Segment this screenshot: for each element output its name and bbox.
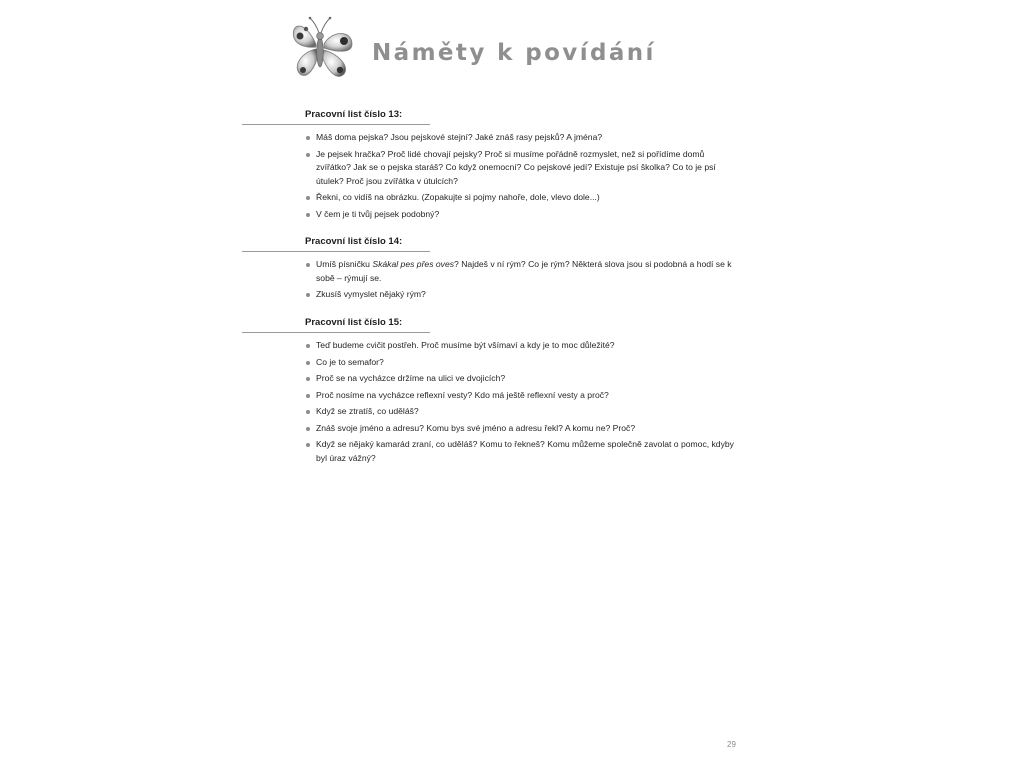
list-item	[316, 191, 736, 205]
list-item	[316, 422, 736, 436]
bullet-icon	[306, 361, 310, 365]
worksheet-section-13	[242, 108, 742, 224]
list-item-text: Proč se na vycházce držíme na ulici ve dvojicích?	[316, 373, 506, 383]
list-item-text-start: Umíš písničku	[316, 259, 373, 269]
list-item	[316, 372, 736, 386]
list-item	[316, 356, 736, 370]
list-item	[316, 208, 736, 222]
list-item	[316, 438, 736, 465]
worksheet-section-15	[242, 316, 742, 468]
butterfly-icon	[286, 14, 358, 86]
bullet-icon	[306, 443, 310, 447]
list-item	[316, 148, 736, 189]
list-item-text: Co je to semafor?	[316, 356, 384, 367]
bullet-icon	[306, 263, 310, 267]
bullet-icon	[306, 213, 310, 217]
section-divider	[242, 332, 430, 333]
list-item-text: Řekni, co vidíš na obrázku. (Zopakujte si pojmy nahoře, dole, vlevo dole...)	[316, 192, 600, 202]
question-list	[242, 258, 742, 302]
list-item	[316, 258, 736, 285]
section-divider	[242, 124, 430, 125]
list-item-text: Znáš svoje jméno a adresu? Komu bys své jméno a adresu řekl? A komu ne? Proč?	[316, 422, 636, 433]
bullet-icon	[306, 427, 310, 431]
bullet-icon	[306, 394, 310, 398]
list-item-text: Teď budeme cvičit postřeh. Proč musíme být všímaví a kdy je to moc důležité?	[316, 340, 615, 350]
bullet-icon	[306, 377, 310, 381]
list-item	[316, 405, 736, 419]
list-item	[316, 339, 736, 353]
list-item-text: Máš doma pejska? Jsou pejskové stejní? Jaké znáš rasy pejsků? A jména?	[316, 132, 603, 142]
section-heading: Pracovní list číslo 13:	[305, 109, 403, 120]
bullet-icon	[306, 293, 310, 297]
list-item-text-end: ? Najdeš v ní rým? Co je rým? Některá slova jsou si podobná a hodí se k sobě – rýmují se.	[316, 259, 732, 283]
list-item	[316, 389, 736, 403]
question-list	[242, 339, 742, 465]
list-item	[316, 131, 736, 145]
section-divider	[242, 251, 430, 252]
list-item-text: Je pejsek hračka? Proč lidé chovají pejsky? Proč si musíme pořádně rozmyslet, než si pořídíme domů zvířátko? Jak se o pejska staráš? Co když onemocní? Co pejskové jedí? Existuje psí školka? Co to je psí útulek? Proč jsou zvířátka v útulcích?	[316, 148, 716, 186]
list-item-text: V čem je ti tvůj pejsek podobný?	[316, 208, 440, 219]
list-item-text: Zkusíš vymyslet nějaký rým?	[316, 289, 426, 299]
page-number: 29	[727, 740, 736, 749]
bullet-icon	[306, 153, 310, 157]
list-item-text: Když se ztratíš, co uděláš?	[316, 406, 419, 416]
bullet-icon	[306, 344, 310, 348]
bullet-icon	[306, 410, 310, 414]
section-heading: Pracovní list číslo 15:	[305, 317, 403, 328]
page-title: Náměty k povídání	[372, 40, 656, 66]
section-heading: Pracovní list číslo 14:	[305, 236, 403, 247]
list-item-text: Proč nosíme na vycházce reflexní vesty? Kdo má ještě reflexní vesty a proč?	[316, 389, 609, 400]
list-item-text: Když se nějaký kamarád zraní, co uděláš? Komu to řekneš? Komu můžeme společně zavolat o pomoc, kdyby byl úraz vážný?	[316, 439, 734, 463]
list-item	[316, 288, 736, 302]
song-title: Skákal pes přes oves	[372, 259, 455, 269]
bullet-icon	[306, 136, 310, 140]
worksheet-section-14	[242, 235, 742, 305]
question-list	[242, 131, 742, 221]
bullet-icon	[306, 196, 310, 200]
